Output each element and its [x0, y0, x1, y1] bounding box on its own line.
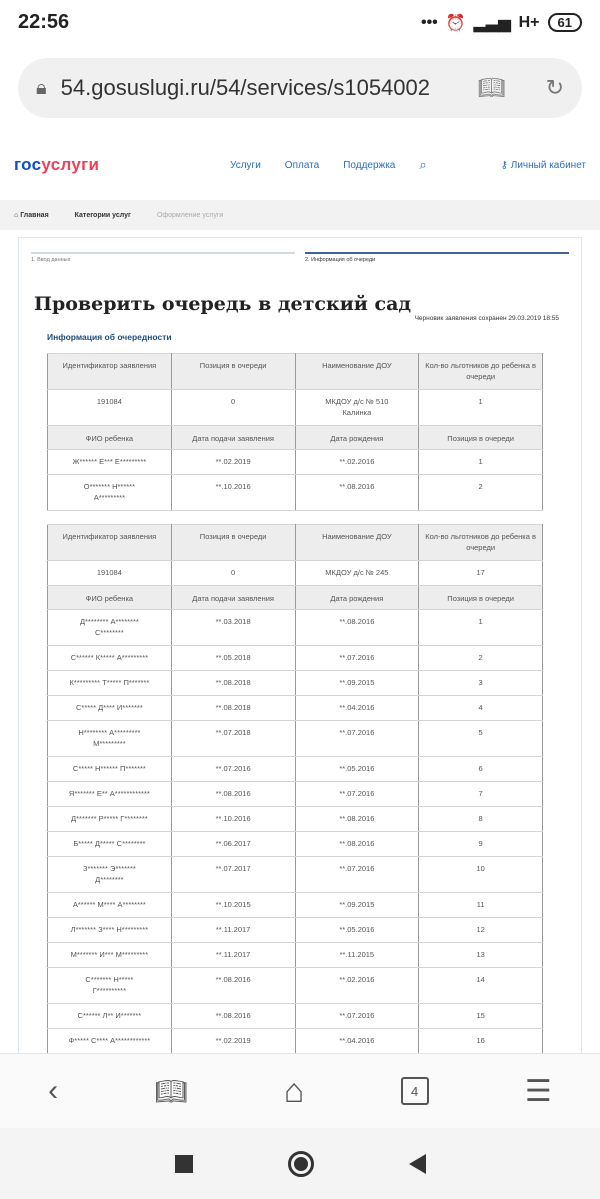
column-header: Позиция в очереди [419, 586, 543, 610]
table-cell: **.05.2016 [295, 918, 419, 943]
column-header: Позиция в очереди [171, 525, 295, 561]
nav-support[interactable]: Поддержка [343, 159, 396, 171]
table-cell: **.04.2016 [295, 1029, 419, 1054]
table-cell: **.07.2016 [171, 757, 295, 782]
reload-icon[interactable]: ↻ [545, 75, 564, 100]
table-cell: 16 [419, 1029, 543, 1054]
table-cell: О******* Н****** А********* [48, 475, 172, 511]
site-header [0, 130, 600, 200]
table-cell: 5 [419, 721, 543, 757]
table-cell: **.08.2016 [295, 832, 419, 857]
step-2: 2. Информация об очереди [305, 252, 569, 263]
column-header: Дата рождения [295, 426, 419, 450]
table-row [48, 832, 543, 857]
status-bar [0, 0, 600, 45]
table-cell: **.04.2016 [295, 696, 419, 721]
clock: 22:56 [18, 11, 70, 33]
table-cell: А****** М**** А******** [48, 893, 172, 918]
header-row [48, 354, 543, 390]
back-button-icon[interactable] [409, 1154, 426, 1174]
browser-toolbar [0, 1053, 600, 1128]
summary-row [48, 561, 543, 586]
network-type: H+ [518, 13, 540, 31]
column-header: Наименование ДОУ [295, 354, 419, 390]
more-icon: ••• [420, 13, 438, 31]
table-cell: **.07.2016 [295, 721, 419, 757]
column-header: ФИО ребенка [48, 426, 172, 450]
table-cell: 8 [419, 807, 543, 832]
table-cell: **.08.2016 [295, 610, 419, 646]
table-cell: С***** Н****** П******* [48, 757, 172, 782]
battery-icon: 61 [548, 13, 582, 32]
table-cell: 15 [419, 1004, 543, 1029]
table-cell: 10 [419, 857, 543, 893]
table-cell: **.08.2016 [171, 968, 295, 1004]
table-cell: **.10.2016 [171, 807, 295, 832]
queue-table [47, 524, 543, 1079]
table-cell: **.09.2015 [295, 671, 419, 696]
home-icon[interactable]: ⌂ [283, 1071, 305, 1110]
table-cell: **.07.2016 [295, 1004, 419, 1029]
column-header: ФИО ребенка [48, 586, 172, 610]
home-button-icon[interactable] [288, 1151, 314, 1177]
table-cell: Б***** Д***** С******** [48, 832, 172, 857]
breadcrumb-home[interactable]: ⌂ Главная [14, 211, 49, 219]
table-cell: **.10.2015 [171, 893, 295, 918]
draft-saved-text: Черновик заявления сохранен 29.03.2019 18:55 [414, 315, 559, 322]
table-cell: **.05.2018 [171, 646, 295, 671]
table-cell: **.02.2019 [171, 1029, 295, 1054]
table-cell: 13 [419, 943, 543, 968]
column-header: Позиция в очереди [171, 354, 295, 390]
address-bar[interactable] [18, 58, 582, 118]
table-cell: Д******* Р***** Г******** [48, 807, 172, 832]
table-cell: Я******* Е** А************ [48, 782, 172, 807]
table-row [48, 918, 543, 943]
bookmarks-icon[interactable]: 📖︎ [154, 1075, 188, 1106]
table-cell: 1 [419, 450, 543, 475]
table-row [48, 893, 543, 918]
key-icon: ⚷ [500, 159, 511, 171]
table-cell: С***** Д**** И******* [48, 696, 172, 721]
summary-cell: 1 [419, 390, 543, 426]
table-row [48, 943, 543, 968]
table-row [48, 857, 543, 893]
table-cell: **.09.2015 [295, 893, 419, 918]
column-header: Дата подачи заявления [171, 586, 295, 610]
table-cell: **.07.2016 [295, 857, 419, 893]
alarm-icon: ⏰ [445, 14, 466, 32]
search-icon[interactable]: ⌕ [419, 157, 427, 172]
back-icon[interactable]: ‹ [48, 1074, 59, 1107]
summary-cell: 191084 [48, 390, 172, 426]
home-icon: ⌂ [14, 211, 21, 219]
table-row [48, 1029, 543, 1054]
table-cell: 2 [419, 475, 543, 511]
table-cell: 1 [419, 610, 543, 646]
table-cell: 14 [419, 968, 543, 1004]
signal-icon: ▂▃▅ [473, 14, 511, 32]
service-card [18, 237, 582, 1067]
nav-services[interactable]: Услуги [230, 159, 261, 171]
column-header: Кол-во льготников до ребенка в очереди [419, 354, 543, 390]
personal-cabinet-link[interactable]: ⚷ Личный кабинет [500, 159, 586, 171]
table-cell: 6 [419, 757, 543, 782]
url-text[interactable]: 54.gosuslugi.ru/54/services/s1054002 [60, 75, 430, 100]
table-cell: **.03.2018 [171, 610, 295, 646]
table-cell: **.07.2016 [295, 646, 419, 671]
table-row [48, 807, 543, 832]
table-cell: **.08.2016 [295, 475, 419, 511]
column-header: Идентификатор заявления [48, 525, 172, 561]
table-cell: **.08.2018 [171, 671, 295, 696]
summary-cell: 17 [419, 561, 543, 586]
table-cell: 2 [419, 646, 543, 671]
table-cell: **.11.2015 [295, 943, 419, 968]
table-cell: **.08.2018 [171, 696, 295, 721]
subheader-row [48, 426, 543, 450]
table-cell: **.08.2016 [295, 807, 419, 832]
section-title: Информация об очередности [47, 332, 172, 342]
gosuslugi-logo[interactable]: госуслуги [14, 155, 100, 174]
table-row [48, 782, 543, 807]
summary-cell: МКДОУ д/с № 245 [295, 561, 419, 586]
table-cell: **.02.2019 [171, 450, 295, 475]
table-cell: Н******** А********* М********* [48, 721, 172, 757]
breadcrumb-current: Оформление услуги [156, 211, 224, 219]
table-cell: Д******** А******** С******** [48, 610, 172, 646]
breadcrumb [0, 200, 600, 230]
summary-cell: 0 [171, 390, 295, 426]
column-header: Позиция в очереди [419, 426, 543, 450]
table-row [48, 968, 543, 1004]
table-row [48, 475, 543, 511]
table-cell: **.07.2016 [295, 782, 419, 807]
table-cell: М******* И*** М********* [48, 943, 172, 968]
table-cell: З******* Э******* Д******** [48, 857, 172, 893]
table-row [48, 646, 543, 671]
column-header: Наименование ДОУ [295, 525, 419, 561]
table-cell: **.05.2016 [295, 757, 419, 782]
table-cell: **.11.2017 [171, 943, 295, 968]
table-cell: 9 [419, 832, 543, 857]
table-cell: **.02.2016 [295, 450, 419, 475]
table-cell: **.02.2016 [295, 968, 419, 1004]
table-cell: **.06.2017 [171, 832, 295, 857]
steps [31, 252, 569, 263]
table-cell: Ж****** Е*** Е********* [48, 450, 172, 475]
column-header: Кол-во льготников до ребенка в очереди [419, 525, 543, 561]
table-cell: **.07.2018 [171, 721, 295, 757]
table-row [48, 671, 543, 696]
column-header: Дата подачи заявления [171, 426, 295, 450]
breadcrumb-categories[interactable]: Категории услуг [74, 211, 131, 219]
summary-cell: МКДОУ д/с № 510 Калинка [295, 390, 419, 426]
table-row [48, 450, 543, 475]
table-cell: 11 [419, 893, 543, 918]
tabs-button[interactable]: 4 [401, 1077, 429, 1105]
android-nav-bar [0, 1128, 600, 1199]
table-cell: **.08.2016 [171, 782, 295, 807]
table-row [48, 696, 543, 721]
table-row [48, 721, 543, 757]
queue-table [47, 353, 543, 511]
summary-cell: 0 [171, 561, 295, 586]
step-1[interactable]: 1. Ввод данных [31, 252, 295, 263]
table-cell: Л******* З**** Н********* [48, 918, 172, 943]
table-cell: 12 [419, 918, 543, 943]
table-cell: К********* Т***** П******* [48, 671, 172, 696]
table-cell: 3 [419, 671, 543, 696]
nav-payment[interactable]: Оплата [284, 159, 320, 171]
recents-icon[interactable] [175, 1155, 193, 1173]
column-header: Дата рождения [295, 586, 419, 610]
lock-icon: 🔒︎ [36, 76, 47, 99]
table-cell: **.08.2016 [171, 1004, 295, 1029]
table-cell: **.07.2017 [171, 857, 295, 893]
summary-cell: 191084 [48, 561, 172, 586]
table-cell: **.11.2017 [171, 918, 295, 943]
column-header: Идентификатор заявления [48, 354, 172, 390]
page-title: Проверить очередь в детский сад [34, 293, 412, 315]
menu-icon[interactable]: ☰ [524, 1074, 552, 1108]
table-row [48, 610, 543, 646]
table-cell: С****** К***** А********* [48, 646, 172, 671]
table-row [48, 1004, 543, 1029]
table-cell: С****** Л** И******* [48, 1004, 172, 1029]
subheader-row [48, 586, 543, 610]
table-cell: 4 [419, 696, 543, 721]
table-cell: С******* Н***** Г********** [48, 968, 172, 1004]
header-row [48, 525, 543, 561]
reader-mode-icon[interactable]: 📖︎ [477, 75, 506, 100]
summary-row [48, 390, 543, 426]
table-cell: Ф***** С**** А************ [48, 1029, 172, 1054]
table-cell: 7 [419, 782, 543, 807]
table-cell: **.10.2016 [171, 475, 295, 511]
web-page [0, 130, 600, 1053]
table-row [48, 757, 543, 782]
